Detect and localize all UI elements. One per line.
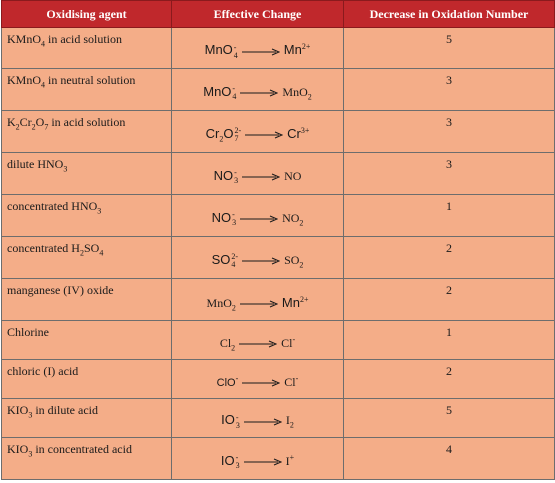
header-decrease: Decrease in Oxidation Number bbox=[344, 1, 555, 28]
reactant-charge: - bbox=[235, 373, 239, 383]
reaction-arrow-icon bbox=[240, 300, 278, 308]
product: I bbox=[285, 453, 290, 468]
change-cell bbox=[172, 153, 344, 195]
decrease-cell: 5 bbox=[344, 28, 555, 69]
agent-text: KMnO bbox=[7, 32, 42, 46]
charge-stack bbox=[231, 253, 238, 269]
charge-stack bbox=[236, 414, 240, 430]
reactant-charge: - bbox=[234, 168, 237, 178]
header-oxidising-agent: Oxidising agent bbox=[2, 1, 172, 28]
product-charge: 2+ bbox=[301, 42, 311, 52]
reactant: Cr bbox=[205, 125, 220, 141]
agent-cell bbox=[2, 195, 172, 237]
reactant-charge: - bbox=[235, 412, 239, 422]
table-header bbox=[2, 1, 555, 28]
charge-stack bbox=[234, 127, 241, 143]
charge-stack bbox=[232, 85, 236, 101]
reaction-arrow-icon bbox=[240, 215, 278, 223]
agent-subscript: 3 bbox=[28, 410, 33, 420]
reactant-subscript: 3 bbox=[235, 420, 240, 430]
reactant-subscript: 7 bbox=[234, 134, 239, 144]
table-row bbox=[2, 279, 555, 321]
reactant-charge: 2- bbox=[234, 126, 242, 136]
reactant: MnO bbox=[204, 42, 233, 58]
change-cell bbox=[172, 321, 344, 360]
reaction-arrow-icon bbox=[242, 379, 280, 387]
reactant: MnO bbox=[206, 295, 232, 310]
product: MnO bbox=[282, 84, 308, 99]
change-cell bbox=[172, 399, 344, 438]
reactant-charge: - bbox=[233, 42, 237, 52]
header-effective-change: Effective Change bbox=[172, 1, 344, 28]
reactant-charge: 2- bbox=[231, 252, 239, 262]
agent-text: KIO bbox=[7, 442, 29, 456]
reactant: SO bbox=[211, 251, 231, 267]
reactant: O bbox=[223, 125, 234, 141]
table-row bbox=[2, 360, 555, 399]
agent-cell bbox=[2, 321, 172, 360]
charge-stack bbox=[236, 454, 240, 470]
change-cell bbox=[172, 360, 344, 399]
table-row bbox=[2, 195, 555, 237]
product-charge: - bbox=[292, 334, 296, 344]
change-cell bbox=[172, 28, 344, 69]
reactant: NO bbox=[213, 167, 234, 183]
reactant-subscript: 3 bbox=[235, 461, 240, 471]
reactant: MnO bbox=[203, 83, 232, 99]
product-subscript: 2 bbox=[289, 420, 294, 430]
agent-text: chloric (I) acid bbox=[7, 364, 79, 378]
change-cell bbox=[172, 279, 344, 321]
agent-subscript: 4 bbox=[41, 80, 46, 90]
agent-text: Cr bbox=[19, 115, 32, 129]
decrease-cell: 1 bbox=[344, 195, 555, 237]
reaction-arrow-icon bbox=[242, 173, 280, 181]
product: NO bbox=[284, 168, 302, 183]
change-cell bbox=[172, 69, 344, 111]
decrease-cell: 3 bbox=[344, 111, 555, 153]
agent-cell bbox=[2, 360, 172, 399]
agent-text: concentrated HNO bbox=[7, 199, 98, 213]
product-subscript: 2 bbox=[299, 260, 304, 270]
charge-stack bbox=[234, 44, 238, 60]
decrease-cell: 2 bbox=[344, 237, 555, 279]
change-cell bbox=[172, 111, 344, 153]
decrease-cell: 1 bbox=[344, 321, 555, 360]
agent-subscript: 3 bbox=[28, 449, 33, 459]
decrease-cell: 2 bbox=[344, 279, 555, 321]
product: Mn bbox=[281, 294, 300, 310]
decrease-cell: 4 bbox=[344, 438, 555, 480]
reactant: IO bbox=[221, 412, 235, 428]
agent-cell bbox=[2, 28, 172, 69]
table-row bbox=[2, 438, 555, 480]
agent-text: Chlorine bbox=[7, 325, 49, 339]
reactant-subscript: 4 bbox=[231, 260, 236, 270]
product-subscript: 2 bbox=[307, 92, 312, 102]
agent-text: KIO bbox=[7, 403, 29, 417]
reactant: IO bbox=[220, 452, 235, 468]
agent-cell bbox=[2, 111, 172, 153]
table-row bbox=[2, 69, 555, 111]
change-cell bbox=[172, 438, 344, 480]
agent-text: in dilute acid bbox=[32, 403, 98, 417]
reaction-arrow-icon bbox=[240, 89, 278, 97]
agent-cell bbox=[2, 438, 172, 480]
reactant-subscript: 4 bbox=[233, 50, 238, 60]
agent-text: in neutral solution bbox=[45, 73, 136, 87]
table-row bbox=[2, 111, 555, 153]
reactant-charge: - bbox=[232, 210, 235, 220]
reactant: NO bbox=[211, 209, 232, 225]
product: I bbox=[285, 413, 290, 428]
reaction-arrow-icon bbox=[244, 458, 282, 466]
reaction-arrow-icon bbox=[244, 418, 282, 426]
table-row bbox=[2, 237, 555, 279]
agent-text: dilute HNO bbox=[7, 157, 64, 171]
reactant-subscript: 2 bbox=[231, 342, 236, 352]
oxidising-agents-table bbox=[1, 0, 555, 480]
agent-subscript: 4 bbox=[41, 39, 46, 49]
reactant: ClO bbox=[216, 376, 236, 389]
table-row bbox=[2, 321, 555, 360]
product-charge: + bbox=[289, 452, 295, 462]
decrease-cell: 2 bbox=[344, 360, 555, 399]
agent-subscript: 3 bbox=[97, 206, 102, 216]
agent-subscript: 7 bbox=[44, 122, 49, 132]
agent-subscript: 2 bbox=[31, 122, 36, 132]
agent-cell bbox=[2, 279, 172, 321]
product-charge: - bbox=[295, 373, 299, 383]
agent-text: concentrated H bbox=[7, 241, 80, 255]
reaction-arrow-icon bbox=[239, 340, 277, 348]
charge-stack bbox=[234, 169, 238, 185]
product: Cr bbox=[287, 125, 301, 141]
product: Mn bbox=[283, 42, 302, 58]
agent-text: in acid solution bbox=[48, 115, 126, 129]
product: SO bbox=[284, 252, 300, 267]
agent-subscript: 2 bbox=[79, 248, 84, 258]
decrease-cell: 3 bbox=[344, 153, 555, 195]
agent-text: SO bbox=[83, 241, 100, 255]
agent-subscript: 2 bbox=[15, 122, 20, 132]
reactant-subscript: 3 bbox=[232, 218, 237, 228]
reaction-arrow-icon bbox=[242, 257, 280, 265]
agent-cell bbox=[2, 399, 172, 438]
product: NO bbox=[282, 210, 300, 225]
decrease-cell: 3 bbox=[344, 69, 555, 111]
agent-subscript: 4 bbox=[99, 248, 104, 258]
reaction-arrow-icon bbox=[245, 131, 283, 139]
table-row bbox=[2, 153, 555, 195]
product: Cl bbox=[284, 374, 296, 389]
table-row bbox=[2, 28, 555, 69]
agent-cell bbox=[2, 153, 172, 195]
table-body bbox=[2, 28, 555, 480]
agent-text: KMnO bbox=[7, 73, 42, 87]
agent-cell bbox=[2, 237, 172, 279]
reactant-subscript: 2 bbox=[219, 134, 224, 144]
reactant-subscript: 2 bbox=[231, 302, 236, 312]
change-cell bbox=[172, 195, 344, 237]
reactant: Cl bbox=[219, 335, 232, 350]
table-row bbox=[2, 399, 555, 438]
product: Cl bbox=[281, 335, 293, 350]
agent-text: K bbox=[7, 115, 16, 129]
change-cell bbox=[172, 237, 344, 279]
agent-text: O bbox=[35, 115, 45, 129]
reaction-arrow-icon bbox=[242, 48, 280, 56]
reactant-subscript: 4 bbox=[232, 92, 237, 102]
agent-subscript: 3 bbox=[63, 164, 68, 174]
product-charge: 2+ bbox=[299, 294, 309, 304]
agent-text: in acid solution bbox=[45, 32, 123, 46]
agent-cell bbox=[2, 69, 172, 111]
reactant-subscript: 3 bbox=[234, 176, 239, 186]
decrease-cell: 5 bbox=[344, 399, 555, 438]
header-row bbox=[2, 1, 555, 28]
agent-text: in concentrated acid bbox=[32, 442, 132, 456]
charge-stack bbox=[232, 211, 236, 227]
product-subscript: 2 bbox=[299, 218, 304, 228]
product-charge: 3+ bbox=[300, 125, 310, 135]
reactant-charge: - bbox=[232, 84, 236, 94]
agent-text: manganese (IV) oxide bbox=[7, 283, 114, 297]
reactant-charge: - bbox=[235, 453, 239, 463]
